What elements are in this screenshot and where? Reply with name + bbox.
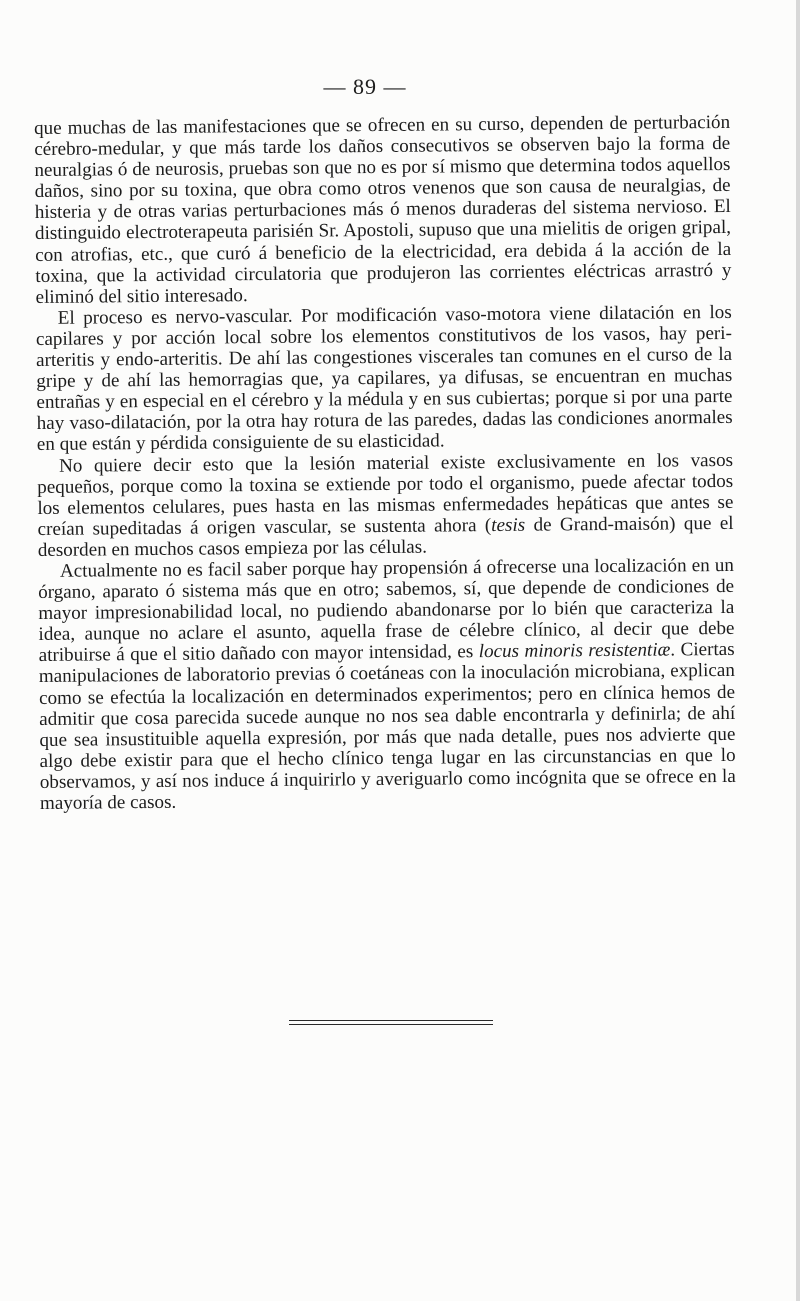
- page-edge: [796, 0, 800, 1301]
- paragraph: [34, 112, 732, 308]
- rule-line-top: [289, 1020, 493, 1021]
- rule-line-bottom: [289, 1024, 493, 1025]
- paragraph: [36, 302, 733, 456]
- paragraph: [38, 555, 736, 814]
- body-text: [34, 112, 736, 814]
- paragraph: [37, 449, 734, 561]
- page-number: — 89 —: [323, 74, 407, 99]
- closing-double-rule: [289, 1018, 493, 1028]
- italic-phrase: tesis: [491, 514, 526, 536]
- italic-phrase: locus minoris resistentiæ: [478, 639, 671, 663]
- text-run: de Grand-maisón) que el desorden en muchos casos empieza por las células.: [37, 512, 734, 561]
- text-run: El proceso es nervo-vascular. Por modificación vaso-motora viene dilatación en los capilares y por acción local sobre los elementos constitutivos de los vasos, hay peri-arteritis y endo-arteritis. De ahí las congestiones viscerales tan comunes en el curso de la gripe y de ahí las hemorragias que, ya capilares, ya difusas, se encuentran en muchas entrañas y en especial en el cérebro y la médula y en sus cubiertas; porque si por una parte hay vaso-dilatación, por la otra hay rotura de las paredes, dadas las condiciones anormales en que están y pérdida consiguiente de su elasticidad.: [35, 301, 733, 456]
- text-run: . Ciertas manipulaciones de laboratorio previas ó coetáneas con la inoculación microbiana, explican como se efectúa la localización en determinados experimentos; pero en clínica hemos de admitir que cosa parecida sucede aunque no nos sea dable encontrarla y definirla; de ahí que sea insustituible aquella expresión, por más que nada detalle, pues nos advierte que algo debe existir para que el hecho clínico tenga lugar en las circunstancias en que lo observamos, y así nos induce á inquirirlo y averiguarlo como incógnita que se ofrece en la mayoría de casos.: [38, 639, 736, 814]
- text-run: No quiere decir esto que la lesión material existe exclusivamente en los vasos pequeños, porque como la toxina se extiende por todo el organismo, puede afectar todos los elementos celulares, pues hasta en las mismas enfermedades hepáticas que antes se creían supeditadas á origen vascular, se sustenta ahora (: [37, 449, 734, 540]
- text-run: que muchas de las manifestaciones que se ofrecen en su curso, dependen de perturbación cérebro-medular, y que más tarde los daños consecutivos se observen bajo la forma de neuralgias ó de neurosis, pruebas son que no es por sí mismo que determina todos aquellos daños, sino por su toxina, que obra como otros venenos que son causa de neuralgias, de histeria y de otras varias perturbaciones más ó menos duraderas del sistema nervioso. El distinguido electroterapeuta parisién Sr. Apostoli, supuso que una mielitis de origen gripal, con atrofias, etc., que curó á beneficio de la electricidad, era debida á la acción de la toxina, que la actividad circulatoria que produjeron las corrientes eléctricas arrastró y eliminó del sitio interesado.: [34, 111, 732, 308]
- text-run: Actualmente no es facil saber porque hay propensión á ofrecerse una localización en un órgano, aparato ó sistema más que en otro; sabemos, sí, que depende de condiciones de mayor impresionabilidad local, no pudiendo abandonarse por lo bién que caracteriza la idea, aunque no aclare el asunto, aquella frase de célebre clínico, al decir que debe atribuirse á que el sitio dañado con mayor intensidad, es: [38, 554, 735, 667]
